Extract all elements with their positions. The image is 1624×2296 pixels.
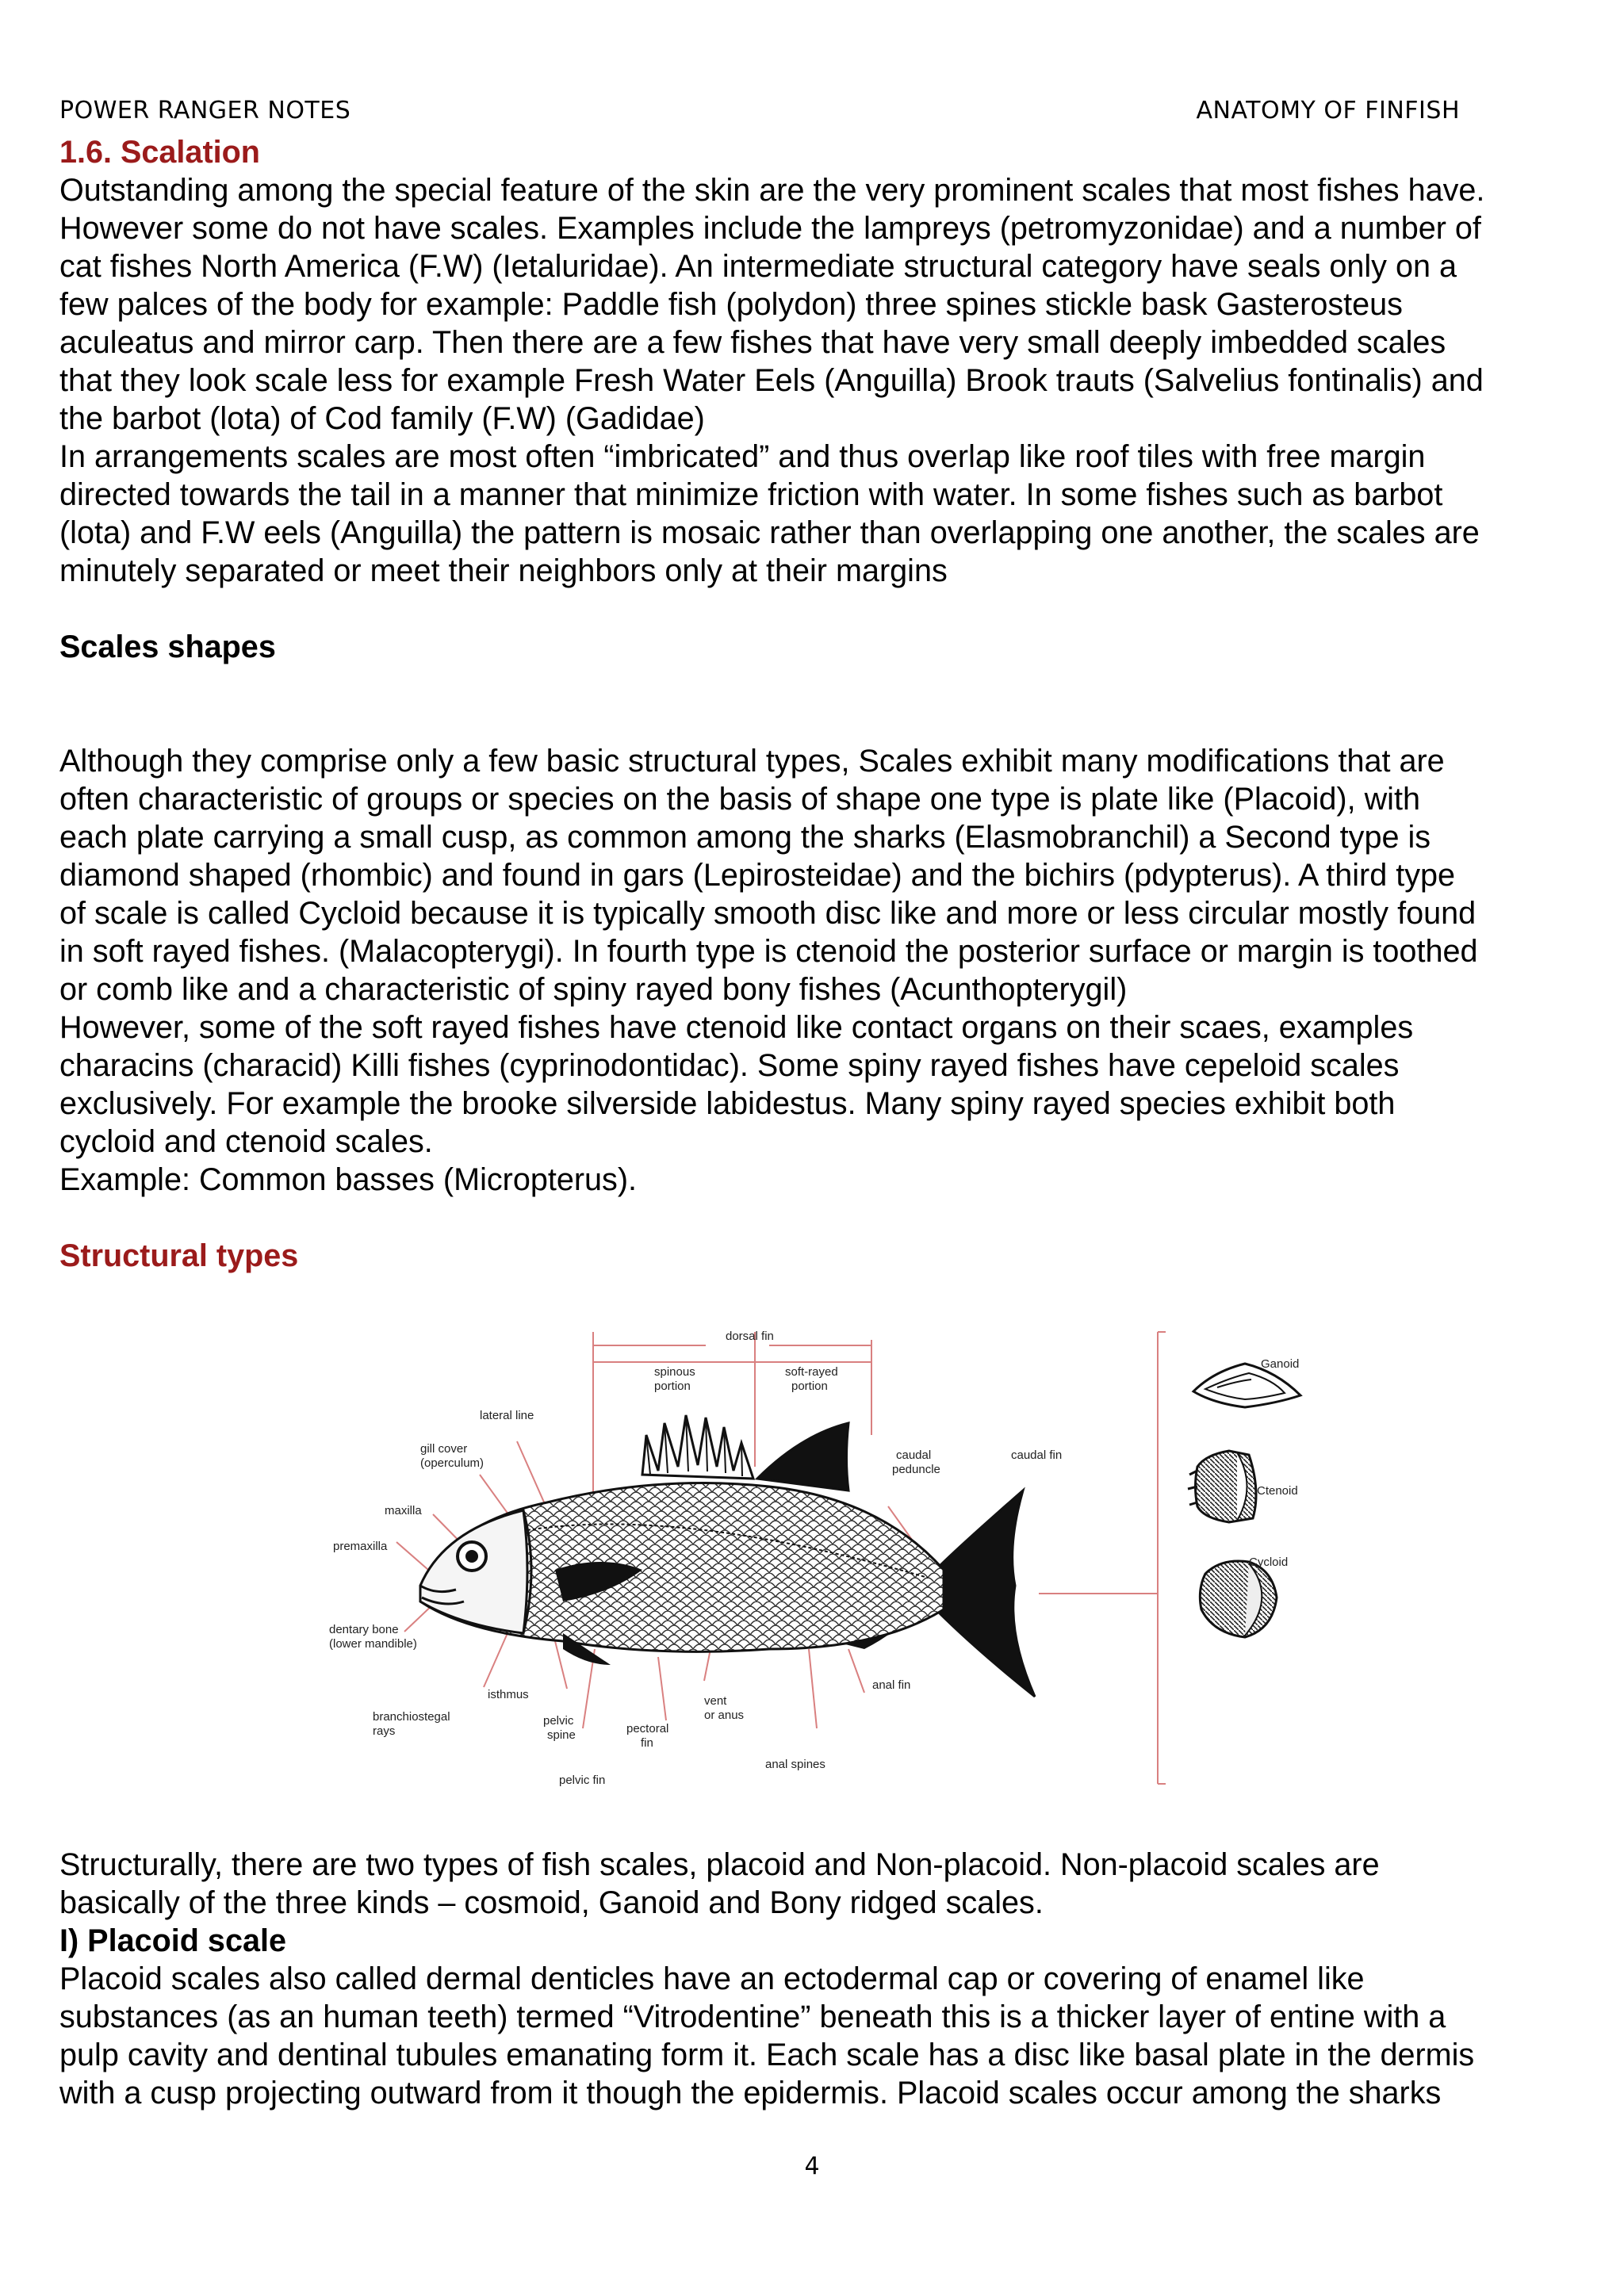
paragraph-scale-shapes [59, 742, 1566, 1199]
text-line: Structurally, there are two types of fish scales, placoid and Non-placoid. Non-placoid scales are [59, 1847, 1380, 1882]
label-ctenoid: Ctenoid [1257, 1484, 1298, 1498]
text-line: diamond shaped (rhombic) and found in gars (Lepirosteidae) and the bichirs (pdypterus). A third type [59, 858, 1456, 893]
caudal-fin [936, 1490, 1035, 1697]
fish-anatomy-figure [325, 1316, 1332, 1823]
text-line: that they look scale less for example Fresh Water Eels (Anguilla) Brook trauts (Salvelius fontinalis) and [59, 363, 1484, 398]
heading-scales-shapes: Scales shapes [59, 629, 276, 664]
label-dorsal-fin: dorsal fin [726, 1330, 774, 1343]
text-line: each plate carrying a small cusp, as common among the sharks (Elasmobranchil) a Second type is [59, 820, 1431, 855]
text-line: characins (characid) Killi fishes (cyprinodontidac). Some spiny rayed fishes have cepeloid scales [59, 1048, 1400, 1083]
label-cycloid: Cycloid [1249, 1556, 1289, 1569]
label-pelvic-fin: pelvic fin [559, 1774, 606, 1787]
text-line: in soft rayed fishes. (Malacopterygi). In fourth type is ctenoid the posterior surface or margin is toothed [59, 934, 1478, 969]
running-header-right: ANATOMY OF FINFISH [1196, 97, 1460, 124]
text-line: Outstanding among the special feature of the skin are the very prominent scales that most fishes have. [59, 173, 1485, 208]
paragraph-scalation-intro [59, 171, 1566, 438]
text-line: of scale is called Cycloid because it is typically smooth disc like and more or less circular mostly found [59, 896, 1477, 931]
label-anal-fin: anal fin [872, 1678, 911, 1692]
label-spine: spine [547, 1728, 576, 1742]
label-pelvic: pelvic [543, 1714, 574, 1728]
spiny-dorsal-fin [642, 1415, 753, 1479]
label-operculum: (operculum) [420, 1456, 485, 1470]
text-line: cycloid and ctenoid scales. [59, 1124, 433, 1159]
text-line: pulp cavity and dentinal tubules emanating form it. Each scale has a disc like basal plate in the dermis [59, 2038, 1475, 2072]
label-lower-mandible: (lower mandible) [329, 1637, 417, 1651]
heading-structural-types: Structural types [59, 1238, 299, 1273]
label-rays: rays [373, 1724, 396, 1738]
text-line: Example: Common basses (Micropterus). [59, 1162, 638, 1197]
label-or-anus: or anus [704, 1709, 745, 1722]
label-spinous-portion: portion [654, 1380, 691, 1393]
text-line: In arrangements scales are most often “imbricated” and thus overlap like roof tiles with free margin [59, 439, 1426, 474]
label-ganoid: Ganoid [1261, 1357, 1300, 1371]
label-gill-cover: gill cover [420, 1442, 468, 1456]
label-maxilla: maxilla [385, 1504, 422, 1517]
label-anal-spines: anal spines [765, 1758, 825, 1771]
text-line: Placoid scales also called dermal denticles have an ectodermal cap or covering of enamel like [59, 1961, 1365, 1996]
heading-placoid-scale: I) Placoid scale [59, 1923, 286, 1958]
text-line: with a cusp projecting outward from it though the epidermis. Placoid scales occur among the sharks [59, 2076, 1442, 2110]
label-spinous: spinous [654, 1365, 695, 1379]
text-line: often characteristic of groups or species on the basis of shape one type is plate like (Placoid), with [59, 782, 1420, 817]
soft-dorsal-fin [757, 1423, 848, 1490]
cycloid-scale-drawing [1200, 1561, 1277, 1637]
text-line: or comb like and a characteristic of spiny rayed bony fishes (Acunthopterygil) [59, 972, 1128, 1007]
text-line: minutely separated or meet their neighbors only at their margins [59, 553, 948, 588]
page-number: 4 [804, 2152, 820, 2180]
text-line: However, some of the soft rayed fishes have ctenoid like contact organs on their scaes, examples [59, 1010, 1414, 1045]
label-caudal-fin: caudal fin [1011, 1448, 1063, 1462]
label-branchiostegal: branchiostegal [373, 1710, 450, 1724]
label-lateral-line: lateral line [480, 1409, 534, 1422]
label-dentary-bone: dentary bone [329, 1623, 399, 1636]
text-line: substances (as an human teeth) termed “Vitrodentine” beneath this is a thicker layer of entine with a [59, 1999, 1446, 2034]
paragraph-arrangement [59, 438, 1566, 590]
text-line: (lota) and F.W eels (Anguilla) the pattern is mosaic rather than overlapping one another, the scales are [59, 515, 1480, 550]
text-line: basically of the three kinds – cosmoid, Ganoid and Bony ridged scales. [59, 1885, 1044, 1920]
paragraph-structural-types [59, 1846, 1566, 2112]
ctenoid-scale-drawing [1188, 1451, 1256, 1522]
text-line: the barbot (lota) of Cod family (F.W) (Gadidae) [59, 401, 705, 436]
text-line: exclusively. For example the brooke silverside labidestus. Many spiny rayed species exhibit both [59, 1086, 1396, 1121]
text-line: aculeatus and mirror carp. Then there are a few fishes that have very small deeply imbedded scales [59, 325, 1446, 360]
label-pectoral: pectoral [626, 1722, 669, 1735]
text-line: Although they comprise only a few basic structural types, Scales exhibit many modifications that are [59, 744, 1445, 779]
text-line: directed towards the tail in a manner that minimize friction with water. In some fishes such as barbot [59, 477, 1443, 512]
label-soft-rayed: soft-rayed [785, 1365, 838, 1379]
label-vent: vent [704, 1694, 727, 1708]
label-isthmus: isthmus [488, 1688, 529, 1701]
label-soft-rayed-portion: portion [791, 1380, 828, 1393]
label-premaxilla: premaxilla [333, 1540, 388, 1553]
label-caudal: caudal [896, 1448, 932, 1462]
text-line: few palces of the body for example: Paddle fish (polydon) three spines stickle bask Gasterosteus [59, 287, 1403, 322]
label-pectoral-fin: fin [641, 1736, 653, 1750]
running-header-left: POWER RANGER NOTES [59, 97, 351, 124]
text-line: cat fishes North America (F.W) (Ietaluridae). An intermediate structural category have seals only on a [59, 249, 1457, 284]
text-line: However some do not have scales. Examples include the lampreys (petromyzonidae) and a number of [59, 211, 1481, 246]
section-title: 1.6. Scalation [59, 135, 260, 170]
label-peduncle: peduncle [892, 1463, 940, 1476]
